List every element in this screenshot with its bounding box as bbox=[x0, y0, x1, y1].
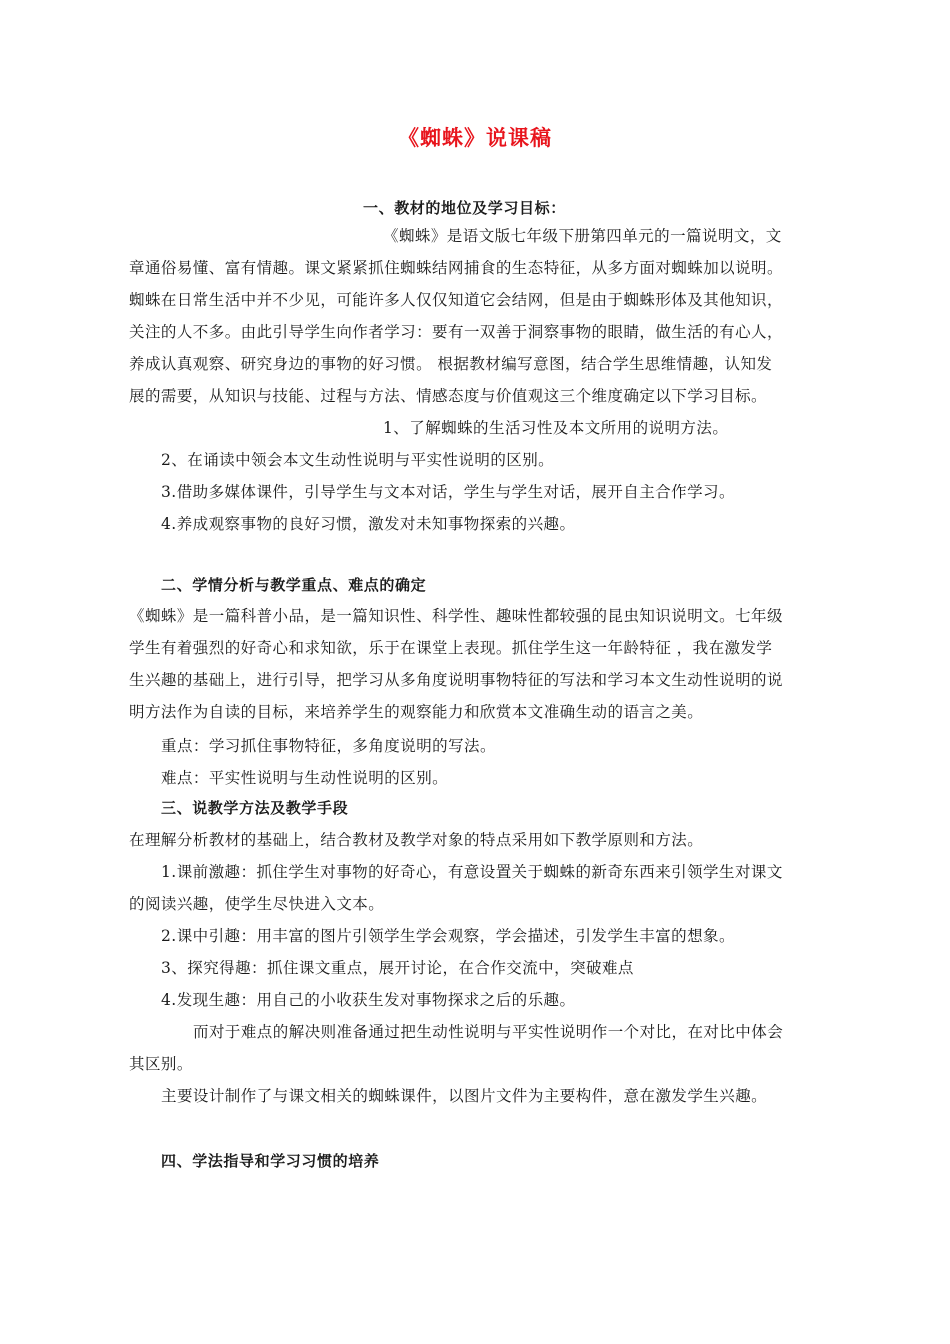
paragraph-line: 养成认真观察、研究身边的事物的好习惯。 根据教材编写意图，结合学生思维情趣，认知发 bbox=[129, 355, 773, 373]
page-title: 《蜘蛛》说课稿 bbox=[398, 126, 552, 150]
paragraph-line: 关注的人不多。由此引导学生向作者学习：要有一双善于洞察事物的眼睛，做生活的有心人， bbox=[129, 323, 783, 341]
paragraph-line: 学生有着强烈的好奇心和求知欲，乐于在课堂上表现。抓住学生这一年龄特征 ，我在激发学 bbox=[129, 639, 773, 657]
paragraph-line: 重点：学习抓住事物特征，多角度说明的写法。 bbox=[161, 737, 496, 755]
paragraph-line: 3.借助多媒体课件，引导学生与文本对话，学生与学生对话，展开自主合作学习。 bbox=[161, 483, 735, 501]
section-heading: 四、学法指导和学习习惯的培养 bbox=[161, 1152, 380, 1170]
paragraph-line: 3、探究得趣：抓住课文重点，展开讨论，在合作交流中，突破难点 bbox=[161, 959, 634, 977]
paragraph-line: 《蜘蛛》是一篇科普小品，是一篇知识性、科学性、趣味性都较强的昆虫知识说明文。七年级 bbox=[129, 607, 783, 625]
paragraph-line: 2、在诵读中领会本文生动性说明与平实性说明的区别。 bbox=[161, 451, 555, 469]
paragraph-line: 明方法作为自读的目标，来培养学生的观察能力和欣赏本文准确生动的语言之美。 bbox=[129, 703, 704, 721]
paragraph-line: 2.课中引趣：用丰富的图片引领学生学会观察，学会描述，引发学生丰富的想象。 bbox=[161, 927, 735, 945]
section-heading: 一、教材的地位及学习目标： bbox=[363, 199, 566, 217]
section-heading: 二、学情分析与教学重点、难点的确定 bbox=[161, 576, 427, 594]
paragraph-line: 蜘蛛在日常生活中并不少见，可能许多人仅仅知道它会结网，但是由于蜘蛛形体及其他知识， bbox=[129, 291, 783, 309]
paragraph-line: 4.养成观察事物的良好习惯，激发对未知事物探索的兴趣。 bbox=[161, 515, 576, 533]
paragraph-line: 主要设计制作了与课文相关的蜘蛛课件，以图片文件为主要构件，意在激发学生兴趣。 bbox=[161, 1087, 768, 1105]
paragraph-line: 4.发现生趣：用自己的小收获生发对事物探求之后的乐趣。 bbox=[161, 991, 576, 1009]
paragraph-line: 展的需要，从知识与技能、过程与方法、情感态度与价值观这三个维度确定以下学习目标。 bbox=[129, 387, 768, 405]
section-heading: 三、说教学方法及教学手段 bbox=[161, 799, 349, 817]
paragraph-line: 1.课前激趣：抓住学生对事物的好奇心，有意设置关于蜘蛛的新奇东西来引领学生对课文 bbox=[161, 863, 783, 881]
paragraph-line: 1、了解蜘蛛的生活习性及本文所用的说明方法。 bbox=[383, 419, 729, 437]
paragraph-line: 在理解分析教材的基础上，结合教材及教学对象的特点采用如下教学原则和方法。 bbox=[129, 831, 704, 849]
paragraph-line: 而对于难点的解决则准备通过把生动性说明与平实性说明作一个对比，在对比中体会 bbox=[193, 1023, 784, 1041]
paragraph-line: 其区别。 bbox=[129, 1055, 193, 1073]
paragraph-line: 章通俗易懂、富有情趣。课文紧紧抓住蜘蛛结网捕食的生态特征，从多方面对蜘蛛加以说明。 bbox=[129, 259, 783, 277]
paragraph-line: 的阅读兴趣，使学生尽快进入文本。 bbox=[129, 895, 385, 913]
paragraph-line: 生兴趣的基础上，进行引导，把学习从多角度说明事物特征的写法和学习本文生动性说明的说 bbox=[129, 671, 783, 689]
paragraph-line: 《蜘蛛》是语文版七年级下册第四单元的一篇说明文，文 bbox=[383, 227, 782, 245]
paragraph-line: 难点：平实性说明与生动性说明的区别。 bbox=[161, 769, 449, 787]
